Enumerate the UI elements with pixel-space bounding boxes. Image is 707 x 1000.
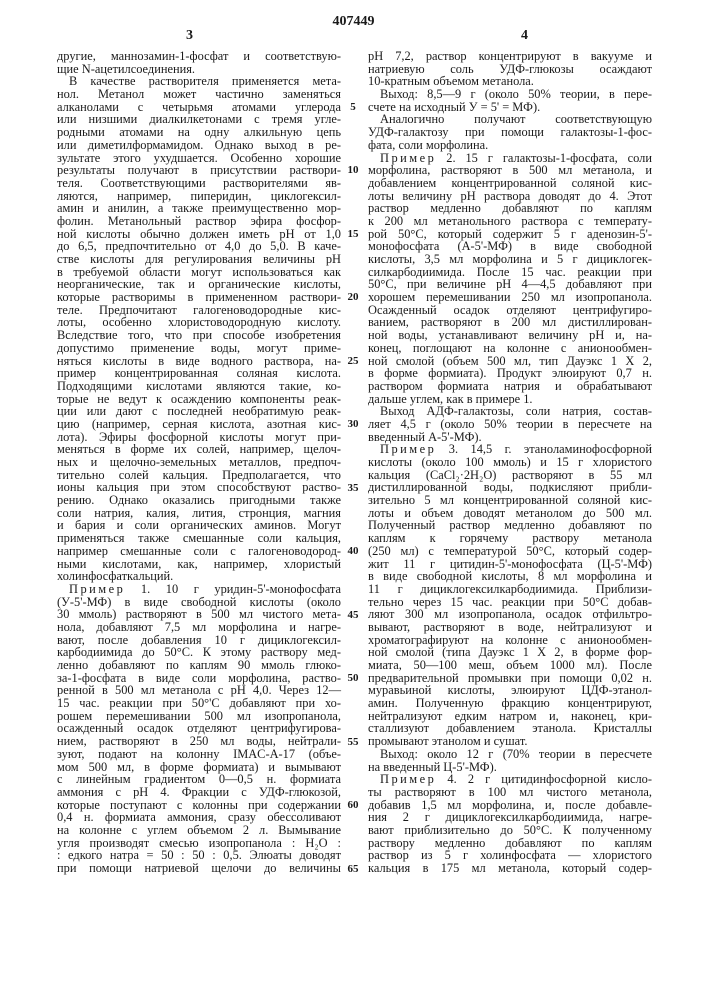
- line-number: 10: [343, 164, 363, 176]
- text-line: ной смолой (объем 500 мл, тип Дауэкс 1 Х 2,: [368, 355, 652, 368]
- line-number: 60: [343, 799, 363, 811]
- text-line: цию (например, серная кислота, азотная кис-: [57, 418, 341, 431]
- page-number-right: 4: [521, 28, 528, 44]
- text-line: зительно 5 мл концентрированной соляной кис-: [368, 494, 652, 507]
- text-line: 11 г дициклогексилкарбодиимида. Приблизи-: [368, 583, 652, 596]
- left-text-column: [57, 50, 341, 875]
- text-line: муравьиной кислоты, элюируют ЦДФ-этанол-: [368, 684, 652, 697]
- text-line: Полученный раствор медленно добавляют по: [368, 519, 652, 532]
- text-line: введенный А-5'-МФ).: [368, 431, 652, 444]
- line-number: 50: [343, 672, 363, 684]
- text-line: Выход: около 12 г (70% теории в пересчете: [368, 748, 652, 761]
- text-line: за-1-фосфата в виде соли морфолина, раство-: [57, 672, 341, 685]
- text-line: добавив 1,5 мл морфолина, и, после добавле-: [368, 799, 652, 812]
- text-line: пример концентрированная соляная кислота.: [57, 367, 341, 380]
- example-heading: Пример: [380, 442, 436, 456]
- text-line: раствором формиата натрия и обрабатывают: [368, 380, 652, 393]
- text-line: которые поступают с колонны при содержании: [57, 799, 341, 812]
- text-line: [57, 583, 341, 596]
- text-line: (У-5'-МФ) в виде свободной кислоты (около: [57, 596, 341, 609]
- text-line: дистиллированной воды, подкисляют прибли-: [368, 481, 652, 494]
- text-line: нием, растворяют в 250 мл воды, нейтрали-: [57, 735, 341, 748]
- text-line: дальше углем, как в примере 1.: [368, 393, 652, 406]
- text-line: рой 50°С, который содержит 5 г аденозин-5'-: [368, 228, 652, 241]
- text-line: соли натрия, калия, лития, стронция, магния: [57, 507, 341, 520]
- text-line: которые растворимы в примененном раствори-: [57, 291, 341, 304]
- text-line: холинфосфаткальций.: [57, 570, 341, 583]
- text-line: ренной в 500 мл метанола с pH 4,0. Через 12—: [57, 684, 341, 697]
- line-number: 20: [343, 291, 363, 303]
- page-number-left: 3: [186, 28, 193, 44]
- line-text: 1. 10 г уридин-5'-монофосфата: [125, 582, 341, 596]
- text-line: (250 мл) с температурой 50°С, который содер-: [368, 545, 652, 558]
- text-line: pH 7,2, раствор концентрируют в вакууме и: [368, 50, 652, 63]
- text-line: предварительной промывки при помощи 0,02 н.: [368, 672, 652, 685]
- text-line: ленно добавляют по каплям 90 ммоль глюко-: [57, 659, 341, 672]
- text-line: тительно солей кальция. Предполагается, что: [57, 469, 341, 482]
- line-number: 65: [343, 863, 363, 875]
- text-line: щие N-ацетилсоединения.: [57, 63, 341, 76]
- line-number: 35: [343, 482, 363, 494]
- line-number: 40: [343, 545, 363, 557]
- text-line: морфолина, растворяют в 500 мл метанола, и: [368, 164, 652, 177]
- text-line: и бария и соли органических аминов. Могут: [57, 519, 341, 532]
- text-line: кислоты, 3,5 мл морфолина и 5 г дициклогек-: [368, 253, 652, 266]
- text-line: промывают этанолом и сушат.: [368, 735, 652, 748]
- text-line: раствор медленно добавляют по каплям: [368, 202, 652, 215]
- text-line: силкарбодиимида. После 15 час. реакции при: [368, 266, 652, 279]
- text-line: ляют 300 мл изопропанола, осадок отфильтро-: [368, 608, 652, 621]
- text-line: ной кислоты обычно должен иметь pH от 1,0: [57, 228, 341, 241]
- text-line: угля производят смесью изопропанола : H₂O :: [57, 837, 341, 850]
- text-line: 15 час. реакции при 50°'С добавляют при хо-: [57, 697, 341, 710]
- text-line: амин и анилин, а также преимущественно мор-: [57, 202, 341, 215]
- text-line: 30 ммоль) растворяют в 500 мл чистого мета-: [57, 608, 341, 621]
- text-line: добавлением концентрированной соляной кис-: [368, 177, 652, 190]
- text-line: меняться в форме их солей, например, щелоч-: [57, 443, 341, 456]
- line-text: 4. 2 г цитидинфосфорной кисло-: [436, 772, 652, 786]
- text-line: ными кислотами, как, например, хлористый: [57, 558, 341, 571]
- text-line: Выход АДФ-галактозы, соли натрия, состав-: [368, 405, 652, 418]
- text-line: в виде свободной кислоты, 8 мл морфолина и: [368, 570, 652, 583]
- text-line: на колонне с углем объемом 2 л. Вымывание: [57, 824, 341, 837]
- text-line: результаты получают в присутствии раствори-: [57, 164, 341, 177]
- line-number: 15: [343, 228, 363, 240]
- text-line: сталлизуют добавлением этанола. Кристаллы: [368, 722, 652, 735]
- text-line: до 6,5, предпочтительно от 4,0 до 5,0. В каче-: [57, 240, 341, 253]
- text-line: к 200 мл метанольного раствора с температу-: [368, 215, 652, 228]
- text-line: ных и щелочно-земельных металлов, предпоч-: [57, 456, 341, 469]
- text-line: каплям к горячему раствору метанола: [368, 532, 652, 545]
- text-line: 50°С, при величине pH 4—4,5 добавляют при: [368, 278, 652, 291]
- text-line: ной воды, устанавливают величину pH и, на-: [368, 329, 652, 342]
- patent-number: 407449: [0, 14, 707, 30]
- text-line: или низшими диалкилкетонами с тремя угле-: [57, 113, 341, 126]
- text-line: [368, 773, 652, 786]
- line-number: 5: [343, 101, 363, 113]
- text-line: : едкого натра = 50 : 50 : 0,5. Элюаты доводят: [57, 849, 341, 862]
- text-line: мом 500 мл, в форме формиата) и вымывают: [57, 761, 341, 774]
- text-line: осажденный осадок отделяют центрифугирова-: [57, 722, 341, 735]
- text-line: ляются, например, пиперидин, циклогексил-: [57, 190, 341, 203]
- text-line: кислоты (около 100 ммоль) и 15 г хлористого: [368, 456, 652, 469]
- text-line: вают приблизительно до 50°С. К полученному: [368, 824, 652, 837]
- text-line: кальция в 175 мл метанола, который содер-: [368, 862, 652, 875]
- text-line: ванием, растворяют в 200 мл дистиллирован-: [368, 316, 652, 329]
- example-heading: Пример: [380, 151, 436, 165]
- text-line: натриевую соль УДФ-глюкозы осаждают: [368, 63, 652, 76]
- line-number: 25: [343, 355, 363, 367]
- text-line: в форме формиата). Продукт элюируют 0,7 н.: [368, 367, 652, 380]
- text-line: при помощи натриевой щелочи до величины: [57, 862, 341, 875]
- text-line: фолин. Метанольный раствор эфира фосфор-: [57, 215, 341, 228]
- text-line: Осажденный осадок отделяют центрифугиро-: [368, 304, 652, 317]
- text-line: неорганические, так и органические кислоты,: [57, 278, 341, 291]
- text-line: ты растворяют в 100 мл чистого метанола,: [368, 786, 652, 799]
- text-line: нейтрализуют едким натром и, наконец, кри-: [368, 710, 652, 723]
- text-line: няться кислоты в виде водного раствора, на-: [57, 355, 341, 368]
- text-line: аммония с pH 4. Фракции с УДФ-глюкозой,: [57, 786, 341, 799]
- text-line: рению. Однако оказались пригодными также: [57, 494, 341, 507]
- text-line: Выход: 8,5—9 г (около 50% теории, в пере-: [368, 88, 652, 101]
- text-line: 10-кратным объемом метанола.: [368, 75, 652, 88]
- text-line: хорошем перемешивании 250 мл изопропанола.: [368, 291, 652, 304]
- text-line: вывают, растворяют в воде, нейтрализуют и: [368, 621, 652, 634]
- text-line: рошем перемешивании 500 мл изопропанола,: [57, 710, 341, 723]
- text-line: вают, после добавления 10 г дициклогексил-: [57, 634, 341, 647]
- text-line: стве кислоты для регулирования величины pH: [57, 253, 341, 266]
- text-line: с линейным градиентом 0—0,5 н. формиата: [57, 773, 341, 786]
- text-line: конец, поглощают на колонне с анионообмен-: [368, 342, 652, 355]
- line-number: 30: [343, 418, 363, 430]
- line-text: 3. 14,5 г. этаноламинофосфорной: [436, 442, 652, 456]
- text-line: Вследствие того, что при способе изобретения: [57, 329, 341, 342]
- text-line: Подходящими кислотами являются такие, ко-: [57, 380, 341, 393]
- text-line: другие, маннозамин-1-фосфат и соответствую-: [57, 50, 341, 63]
- text-line: раствору медленно добавляют по каплям: [368, 837, 652, 850]
- text-line: фата, соли морфолина.: [368, 139, 652, 152]
- text-line: ионы кальция при этом способствуют раство-: [57, 481, 341, 494]
- text-line: раствор из 5 г холинфосфата — хлористого: [368, 849, 652, 862]
- text-line: родными атомами на одну алкильную цепь: [57, 126, 341, 139]
- example-heading: Пример: [69, 582, 125, 596]
- text-line: монофосфата (А-5'-МФ) в виде свободной: [368, 240, 652, 253]
- text-line: ции или дают с последней необратимую реак-: [57, 405, 341, 418]
- text-line: тельно через 15 час. реакции при 50°С добав-: [368, 596, 652, 609]
- text-line: лота). Эфиры фосфорной кислоты могут при-: [57, 431, 341, 444]
- text-line: на введенный Ц-5'-МФ).: [368, 761, 652, 774]
- right-text-column: [368, 50, 652, 875]
- text-line: УДФ-галактозу при помощи галактозы-1-фос-: [368, 126, 652, 139]
- example-heading: Пример: [380, 772, 436, 786]
- text-line: хроматографируют на колонне с анионообмен-: [368, 634, 652, 647]
- text-line: карбодиимида до 50°С. К этому раствору мед-: [57, 646, 341, 659]
- line-text: 2. 15 г галактозы-1-фосфата, соли: [436, 151, 652, 165]
- text-line: В качестве растворителя применяется мета-: [57, 75, 341, 88]
- text-line: теле. Предпочитают галогеноводородные кис-: [57, 304, 341, 317]
- text-line: нол. Метанол может частично заменяться: [57, 88, 341, 101]
- text-line: 0,4 н. формиата аммония, сразу обессоливают: [57, 811, 341, 824]
- text-line: зультате этого ухудшается. Особенно хорошие: [57, 152, 341, 165]
- text-line: кальция (CaCl₂·2H₂O) растворяют в 55 мл: [368, 469, 652, 482]
- text-line: ляет 4,5 г (около 50% теории в пересчете на: [368, 418, 652, 431]
- text-line: применяться также смешанные соли кальция,: [57, 532, 341, 545]
- text-line: или диметилформамидом. Однако выход в ре-: [57, 139, 341, 152]
- text-line: лоты величину pH раствора доводят до 4. Этот: [368, 190, 652, 203]
- text-line: в требуемой области могут использоваться как: [57, 266, 341, 279]
- text-line: лоты, особенно хлористоводородную кислоту.: [57, 316, 341, 329]
- text-line: торые не ведут к осаждению компоненты реак-: [57, 393, 341, 406]
- text-line: например смешанные соли с галогеноводород-: [57, 545, 341, 558]
- text-line: нола, добавляют 7,5 мл морфолина и нагре-: [57, 621, 341, 634]
- line-number: 45: [343, 609, 363, 621]
- text-line: допустимо применение воды, могут приме-: [57, 342, 341, 355]
- text-line: жит 11 г цитидин-5'-монофосфата (Ц-5'-МФ): [368, 558, 652, 571]
- text-line: ной смолой (типа Дауэкс 1 Х 2, в форме фор-: [368, 646, 652, 659]
- text-line: алканолами с четырьмя атомами углерода: [57, 101, 341, 114]
- text-line: теля. Соответствующими растворителями яв-: [57, 177, 341, 190]
- text-line: миата, 50—100 меш, объем 1000 мл). После: [368, 659, 652, 672]
- text-line: счете на исходный У = 5' = МФ).: [368, 101, 652, 114]
- text-line: лоты и объем доводят метанолом до 500 мл.: [368, 507, 652, 520]
- line-number: 55: [343, 736, 363, 748]
- text-line: ния 2 г дициклогексилкарбодиимида, нагре-: [368, 811, 652, 824]
- text-line: амин. Полученную фракцию концентрируют,: [368, 697, 652, 710]
- text-line: зуют, подают на колонну IMAC-A-17 (объе-: [57, 748, 341, 761]
- text-line: Аналогично получают соответствующую: [368, 113, 652, 126]
